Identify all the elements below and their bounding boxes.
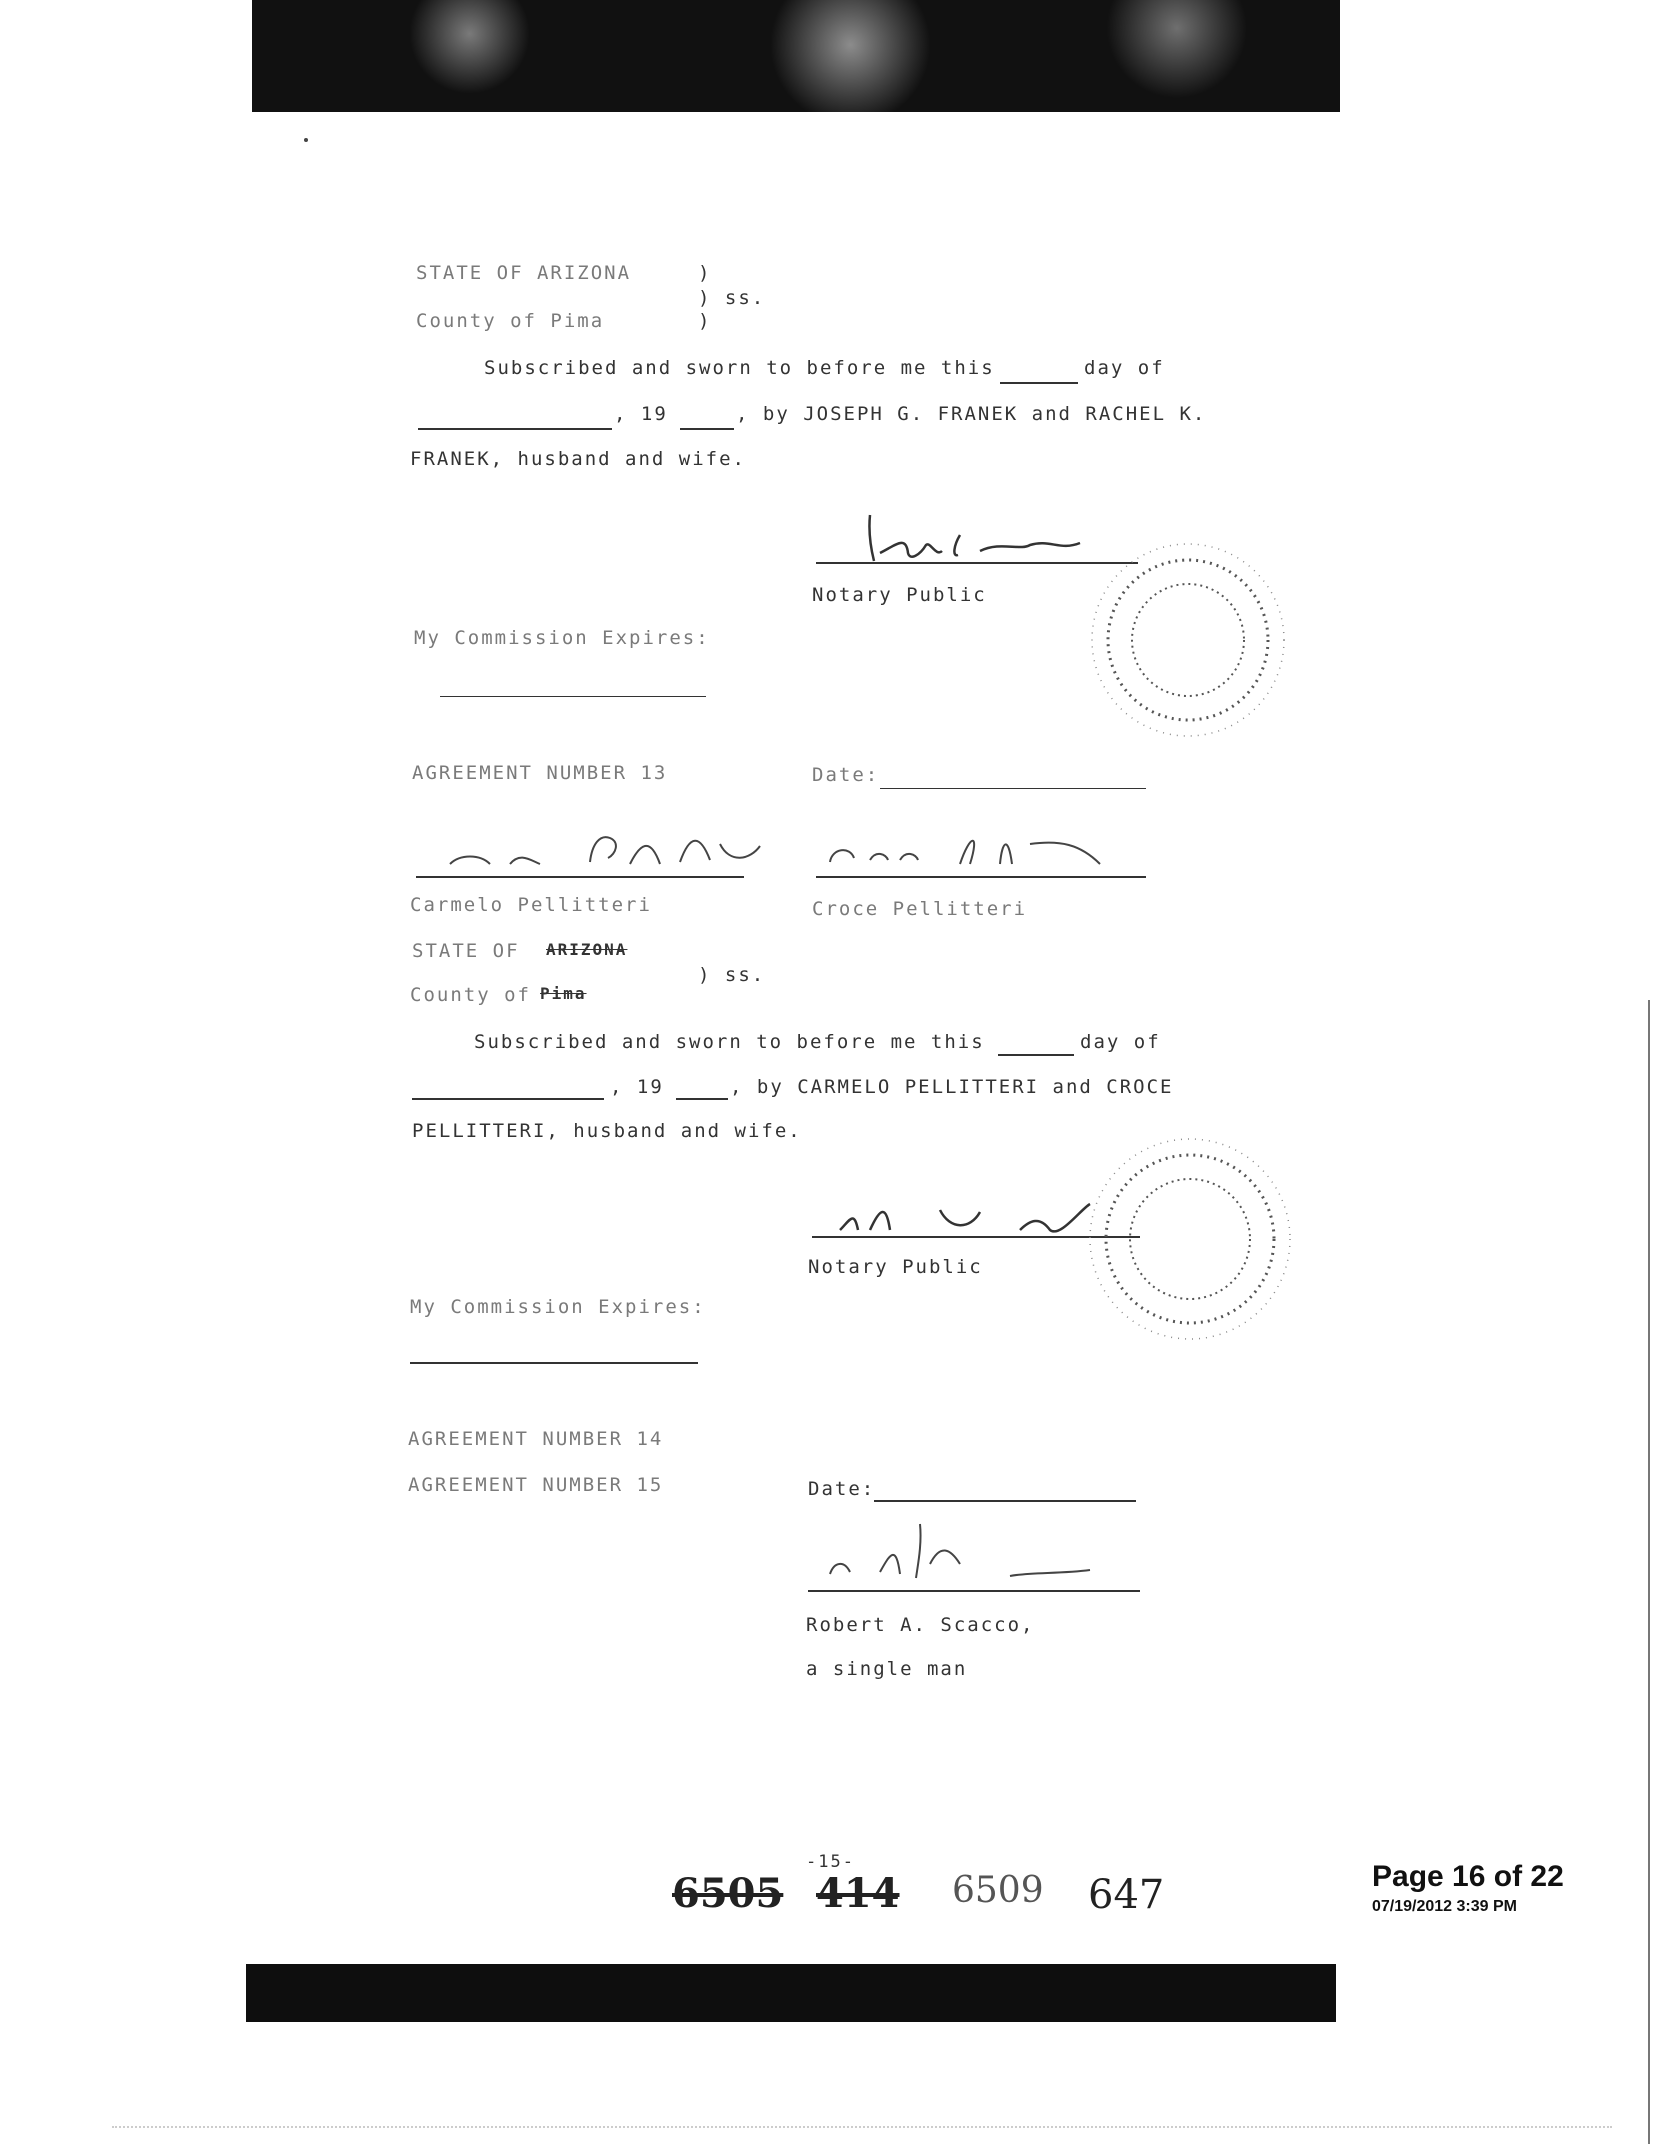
ss-label-2: ) ss. bbox=[698, 964, 766, 986]
commission-label-1: My Commission Expires: bbox=[414, 627, 710, 649]
year-text-2: , 19 bbox=[610, 1076, 664, 1098]
signature-line-scacco bbox=[808, 1590, 1140, 1592]
notary-seal-1 bbox=[1088, 530, 1298, 750]
names-cont-2: PELLITTERI, husband and wife. bbox=[412, 1120, 802, 1142]
signature-carmelo bbox=[420, 824, 780, 884]
notary-public-2: Notary Public bbox=[808, 1256, 983, 1278]
name-croce: Croce Pellitteri bbox=[812, 898, 1028, 920]
commission-line-1 bbox=[440, 696, 706, 697]
signature-scacco bbox=[810, 1514, 1130, 1594]
state-heading-2: STATE OF bbox=[412, 940, 520, 962]
agreement-14: AGREEMENT NUMBER 14 bbox=[408, 1428, 664, 1450]
year-blank bbox=[680, 428, 734, 430]
commission-label-2: My Commission Expires: bbox=[410, 1296, 706, 1318]
subscribed-text: Subscribed and sworn to before me this bbox=[484, 357, 995, 379]
agreement-15: AGREEMENT NUMBER 15 bbox=[408, 1474, 664, 1496]
county-label-2: County of bbox=[410, 984, 531, 1006]
day-of-text-2: day of bbox=[1080, 1031, 1161, 1053]
name-scacco: Robert A. Scacco, bbox=[806, 1614, 1035, 1636]
signature-croce bbox=[820, 824, 1140, 884]
scan-dotted-line bbox=[112, 2126, 1612, 2128]
page-number-right: 647 bbox=[1088, 1872, 1165, 1918]
status-scacco: a single man bbox=[806, 1658, 968, 1680]
page-number-left: 414 bbox=[816, 1870, 900, 1917]
scan-top-bar bbox=[252, 0, 1340, 112]
signature-line-croce bbox=[816, 876, 1146, 878]
day-blank-2 bbox=[998, 1054, 1074, 1056]
day-of-text: day of bbox=[1084, 357, 1165, 379]
year-text: , 19 bbox=[614, 403, 668, 425]
print-timestamp: 07/19/2012 3:39 PM bbox=[1372, 1898, 1517, 1915]
commission-line-2 bbox=[410, 1362, 698, 1364]
page-count-label: Page 16 of 22 bbox=[1372, 1860, 1564, 1893]
day-blank bbox=[1000, 382, 1078, 384]
ss-label: ) ss. bbox=[698, 287, 766, 309]
county-struck-2: Pima bbox=[540, 984, 587, 1003]
notary-public-1: Notary Public bbox=[812, 584, 987, 606]
scan-speck bbox=[304, 138, 308, 142]
date-line-15 bbox=[874, 1500, 1136, 1502]
date-label-15: Date: bbox=[808, 1478, 876, 1500]
state-heading: STATE OF ARIZONA bbox=[416, 262, 632, 284]
date-label-13: Date: bbox=[812, 764, 880, 786]
agreement-13: AGREEMENT NUMBER 13 bbox=[412, 762, 668, 784]
county-label: County of Pima bbox=[416, 310, 605, 332]
book-number-left: 6505 bbox=[672, 1870, 784, 1917]
month-blank bbox=[418, 428, 612, 430]
notary-seal-2 bbox=[1080, 1124, 1310, 1354]
paren-bottom: ) bbox=[698, 310, 712, 332]
state-struck-2: ARIZONA bbox=[546, 940, 628, 959]
by-text-2: , by CARMELO PELLITTERI and CROCE bbox=[730, 1076, 1174, 1098]
scan-edge-line bbox=[1648, 1000, 1650, 2144]
name-carmelo: Carmelo Pellitteri bbox=[410, 894, 652, 916]
page-number-center: -15- bbox=[806, 1852, 855, 1872]
book-number-right: 6509 bbox=[952, 1870, 1044, 1911]
signature-line-carmelo bbox=[416, 876, 744, 878]
by-text: , by JOSEPH G. FRANEK and RACHEL K. bbox=[736, 403, 1207, 425]
month-blank-2 bbox=[412, 1098, 604, 1100]
scan-bottom-bar bbox=[246, 1964, 1336, 2022]
paren-top: ) bbox=[698, 262, 712, 284]
date-line-13 bbox=[880, 788, 1146, 789]
names-cont: FRANEK, husband and wife. bbox=[410, 448, 746, 470]
year-blank-2 bbox=[676, 1098, 728, 1100]
subscribed-text-2: Subscribed and sworn to before me this bbox=[474, 1031, 985, 1053]
